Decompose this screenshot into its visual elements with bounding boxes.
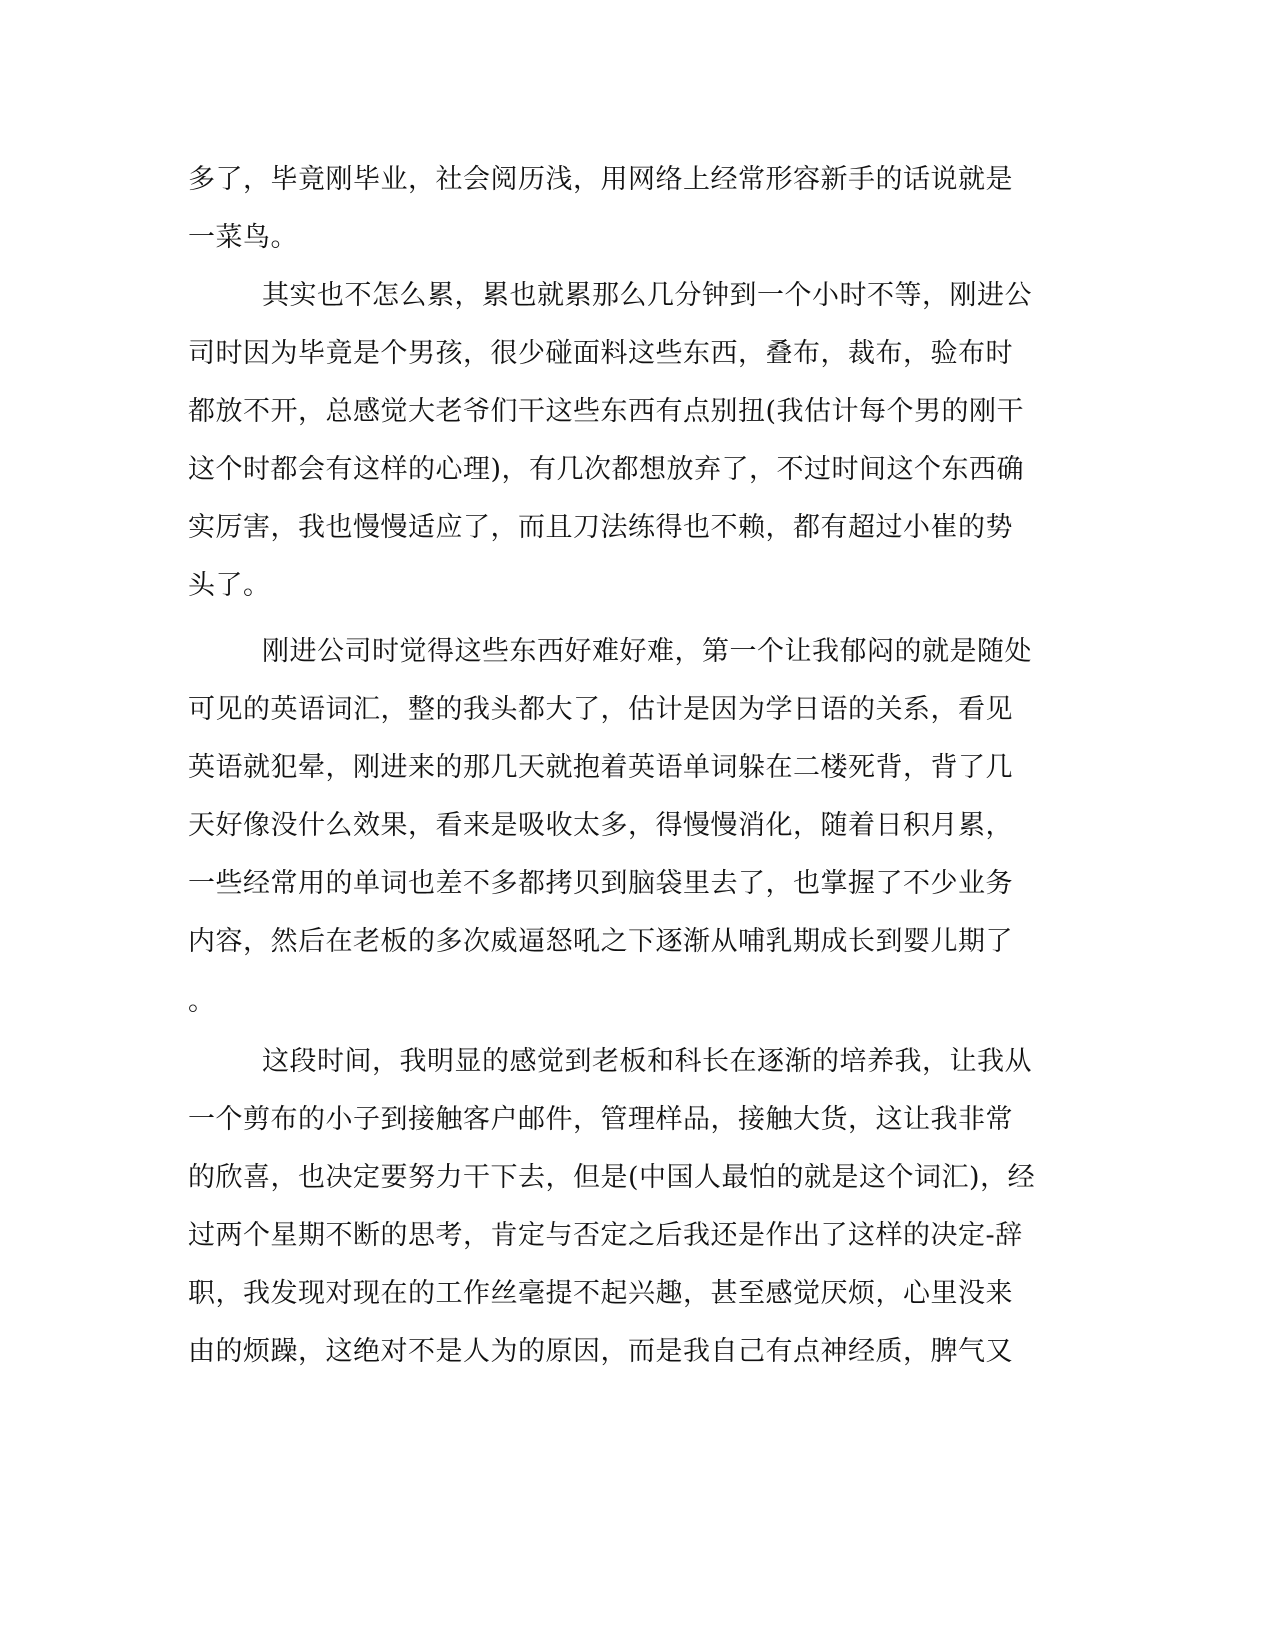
text-line: 都放不开，总感觉大老爷们干这些东西有点别扭(我估计每个男的刚干 [188, 396, 1025, 427]
paragraph-start-line: 这段时间，我明显的感觉到老板和科长在逐渐的培养我，让我从 [262, 1046, 1032, 1077]
text-line: 可见的英语词汇，整的我头都大了，估计是因为学日语的关系，看见 [188, 694, 1013, 725]
text-line: 这个时都会有这样的心理)，有几次都想放弃了，不过时间这个东西确 [188, 454, 1025, 485]
text-line: 的欣喜，也决定要努力干下去，但是(中国人最怕的就是这个词汇)，经 [188, 1162, 1036, 1193]
paragraph-start-line: 其实也不怎么累，累也就累那么几分钟到一个小时不等，刚进公 [262, 280, 1032, 311]
text-line: 一些经常用的单词也差不多都拷贝到脑袋里去了，也掌握了不少业务 [188, 868, 1013, 899]
text-line: 一个剪布的小子到接触客户邮件，管理样品，接触大货，这让我非常 [188, 1104, 1013, 1135]
text-line: 过两个星期不断的思考，肯定与否定之后我还是作出了这样的决定-辞 [188, 1220, 1023, 1251]
text-line: 头了。 [188, 570, 271, 601]
text-line: 天好像没什么效果，看来是吸收太多，得慢慢消化，随着日积月累， [188, 810, 1013, 841]
text-line: 。 [188, 986, 216, 1017]
text-line: 多了，毕竟刚毕业，社会阅历浅，用网络上经常形容新手的话说就是 [188, 164, 1013, 195]
text-line: 英语就犯晕，刚进来的那几天就抱着英语单词躲在二楼死背，背了几 [188, 752, 1013, 783]
text-line: 一菜鸟。 [188, 222, 298, 253]
text-line: 实厉害，我也慢慢适应了，而且刀法练得也不赖，都有超过小崔的势 [188, 512, 1013, 543]
text-line: 职，我发现对现在的工作丝毫提不起兴趣，甚至感觉厌烦，心里没来 [188, 1278, 1013, 1309]
text-line: 内容，然后在老板的多次威逼怒吼之下逐渐从哺乳期成长到婴儿期了 [188, 926, 1013, 957]
text-line: 司时因为毕竟是个男孩，很少碰面料这些东西，叠布，裁布，验布时 [188, 338, 1013, 369]
text-line: 由的烦躁，这绝对不是人为的原因，而是我自己有点神经质，脾气又 [188, 1336, 1013, 1367]
paragraph-start-line: 刚进公司时觉得这些东西好难好难，第一个让我郁闷的就是随处 [262, 636, 1032, 667]
